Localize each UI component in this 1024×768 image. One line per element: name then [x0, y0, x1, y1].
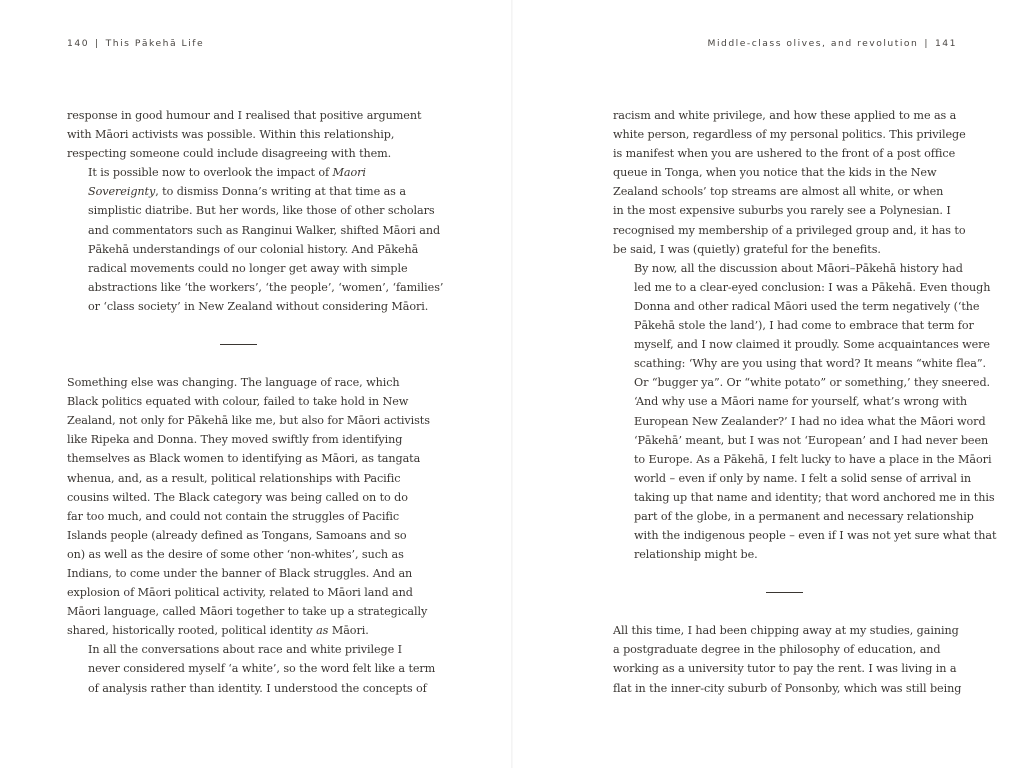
text-line	[613, 679, 963, 698]
text-run: of analysis rather than identity. I understood the concepts of	[88, 681, 427, 695]
text-line	[67, 583, 417, 602]
text-line	[613, 526, 997, 545]
text-run: All this time, I had been chipping away at my studies, gaining	[613, 624, 959, 638]
text-line	[67, 659, 436, 678]
text-line	[613, 335, 990, 354]
text-run: on) as well as the desire of some other ‘non-whites’, such as	[67, 547, 404, 561]
section-break-rule	[766, 592, 803, 593]
text-line	[613, 450, 992, 469]
italic-text: as	[316, 624, 329, 638]
text-line	[67, 182, 417, 201]
body-paragraph	[67, 373, 430, 640]
text-run: Māori.	[328, 624, 369, 638]
text-run: In all the conversations about race and white privilege I	[88, 643, 402, 657]
body-paragraph	[67, 163, 444, 316]
italic-text: Sovereignty	[88, 185, 156, 199]
text-run: myself, and I now claimed it proudly. Some acquaintances were	[634, 338, 990, 352]
text-run: never considered myself ‘a white’, so the word felt like a term	[88, 662, 436, 676]
right-running-head	[708, 38, 957, 49]
text-line	[67, 564, 417, 583]
text-run: Pākehā stole the land’), I had come to embrace that term for	[634, 319, 974, 333]
text-run: Or “bugger ya”. Or “white potato” or something,’ they sneered.	[634, 376, 991, 390]
text-line	[613, 278, 991, 297]
text-run: European New Zealander?’ I had no idea what the Māori word	[634, 414, 986, 428]
text-line	[613, 354, 986, 373]
text-line	[67, 163, 417, 182]
text-line	[67, 144, 417, 163]
text-run: is manifest when you are ushered to the front of a post office	[613, 147, 956, 161]
text-line	[613, 316, 974, 335]
text-run: response in good humour and I realised that positive argument	[67, 109, 422, 122]
text-line	[67, 106, 422, 125]
left-running-head	[67, 38, 204, 49]
text-run: ‘Pākehā’ meant, but I was not ‘European’ and I had never been	[634, 433, 989, 447]
text-line	[613, 488, 995, 507]
text-run: queue in Tonga, when you notice that the kids in the New	[613, 166, 937, 180]
text-line	[67, 201, 435, 220]
text-run: part of the globe, in a permanent and necessary relationship	[634, 509, 974, 523]
text-line	[613, 507, 974, 526]
text-run: relationship might be.	[634, 548, 758, 562]
running-head-separator: |	[95, 38, 100, 49]
body-paragraph	[613, 621, 963, 697]
text-line	[613, 431, 989, 450]
text-run: abstractions like ‘the workers’, ‘the people’, ‘women’, ‘families’	[88, 280, 444, 294]
text-run: flat in the inner-city suburb of Ponsonby, which was still being	[613, 681, 962, 695]
text-line	[67, 507, 417, 526]
text-line	[613, 373, 991, 392]
text-line	[67, 411, 430, 430]
italic-text: Maori	[332, 166, 366, 180]
text-line	[67, 621, 417, 640]
text-run: radical movements could no longer get away with simple	[88, 261, 408, 275]
text-run: simplistic diatribe. But her words, like those of other scholars	[88, 204, 435, 218]
text-line	[67, 297, 429, 316]
text-run: , to dismiss Donna’s writing at that time as a	[155, 185, 406, 199]
text-run: like Ripeka and Donna. They moved swiftly from identifying	[67, 433, 403, 447]
text-run: explosion of Māori political activity, related to Māori land and	[67, 586, 413, 600]
text-line	[613, 659, 963, 678]
text-run: themselves as Black women to identifying as Māori, as tangata	[67, 452, 421, 466]
body-paragraph	[67, 640, 436, 697]
text-run: Pākehā understandings of our colonial history. And Pākehā	[88, 242, 419, 256]
text-line	[613, 125, 966, 144]
section-break-rule	[220, 344, 257, 345]
left-page-number: 140	[67, 38, 90, 49]
text-line	[613, 221, 966, 240]
text-run: Zealand schools’ top streams are almost all white, or when	[613, 185, 944, 199]
text-line	[67, 392, 417, 411]
text-line	[67, 679, 427, 698]
text-run: to Europe. As a Pākehā, I felt lucky to have a place in the Māori	[634, 452, 992, 466]
text-run: with Māori activists was possible. Within this relationship,	[67, 128, 395, 142]
text-run: whenua, and, as a result, political relationships with Pacific	[67, 471, 401, 485]
text-line	[613, 621, 963, 640]
text-line	[67, 240, 417, 259]
text-line	[67, 221, 441, 240]
text-line	[67, 640, 417, 659]
text-run: respecting someone could include disagreeing with them.	[67, 147, 392, 161]
text-run: recognised my membership of a privileged group and, it has to	[613, 223, 966, 237]
left-page-text	[67, 106, 444, 698]
text-run: world – even if only by name. I felt a solid sense of arrival in	[634, 471, 971, 485]
text-line	[613, 182, 963, 201]
page-gutter	[511, 0, 513, 768]
text-run: Black politics equated with colour, failed to take hold in New	[67, 395, 409, 409]
text-run: white person, regardless of my personal politics. This privilege	[613, 128, 966, 142]
text-run: be said, I was (quietly) grateful for the benefits.	[613, 242, 881, 256]
text-run: shared, historically rooted, political identity	[67, 624, 317, 638]
text-run: a postgraduate degree in the philosophy of education, and	[613, 643, 941, 657]
right-page-text	[613, 106, 997, 698]
right-page-number: 141	[934, 38, 957, 49]
text-run: Islands people (already defined as Tongans, Samoans and so	[67, 528, 407, 542]
text-line	[67, 125, 417, 144]
text-run: scathing: ‘Why are you using that word? It means “white flea”.	[634, 357, 986, 371]
text-run: and commentators such as Ranginui Walker, shifted Māori and	[88, 223, 441, 237]
text-run: By now, all the discussion about Māori–Pākehā history had	[634, 261, 963, 275]
body-paragraph	[613, 259, 997, 565]
text-run: cousins wilted. The Black category was being called on to do	[67, 490, 408, 504]
text-line	[67, 449, 421, 468]
text-run: Zealand, not only for Pākehā like me, but also for Māori activists	[67, 414, 430, 428]
text-line	[613, 297, 980, 316]
text-run: Indians, to come under the banner of Black struggles. And an	[67, 566, 413, 580]
text-line	[613, 240, 963, 259]
text-run: in the most expensive suburbs you rarely see a Polynesian. I	[613, 204, 951, 218]
text-line	[67, 545, 417, 564]
text-run: working as a university tutor to pay the rent. I was living in a	[613, 662, 957, 676]
text-run: with the indigenous people – even if I was not yet sure what that	[634, 529, 997, 543]
body-paragraph	[613, 106, 966, 259]
text-line	[613, 163, 963, 182]
text-line	[67, 526, 417, 545]
text-line	[67, 259, 417, 278]
text-run: Donna and other radical Māori used the term negatively (‘the	[634, 299, 980, 313]
body-paragraph	[67, 106, 422, 163]
text-line	[67, 373, 417, 392]
text-run: or ‘class society’ in New Zealand without considering Māori.	[88, 299, 429, 313]
chapter-title: Middle-class olives, and revolution	[707, 38, 919, 49]
book-title: This Pākehā Life	[105, 38, 205, 49]
text-line	[613, 392, 967, 411]
text-line	[613, 106, 963, 125]
text-line	[67, 488, 417, 507]
text-line	[613, 469, 971, 488]
text-run: Māori language, called Māori together to take up a strategically	[67, 605, 428, 619]
text-run: led me to a clear-eyed conclusion: I was a Pākehā. Even though	[634, 280, 991, 294]
text-run: ‘And why use a Māori name for yourself, what’s wrong with	[634, 395, 967, 409]
text-run: far too much, and could not contain the struggles of Pacific	[67, 509, 400, 523]
text-run: Something else was changing. The language of race, which	[67, 376, 400, 390]
text-line	[613, 201, 963, 220]
text-line	[67, 602, 428, 621]
text-run: taking up that name and identity; that word anchored me in this	[634, 490, 995, 504]
text-line	[613, 412, 986, 431]
text-line	[613, 545, 963, 564]
text-line	[613, 259, 963, 278]
text-run: racism and white privilege, and how these applied to me as a	[613, 109, 957, 122]
text-line	[67, 430, 417, 449]
text-line	[67, 469, 417, 488]
text-line	[613, 640, 963, 659]
text-line	[67, 278, 444, 297]
text-line	[613, 144, 963, 163]
text-run: It is possible now to overlook the impact of	[88, 166, 333, 180]
running-head-separator: |	[924, 38, 929, 49]
